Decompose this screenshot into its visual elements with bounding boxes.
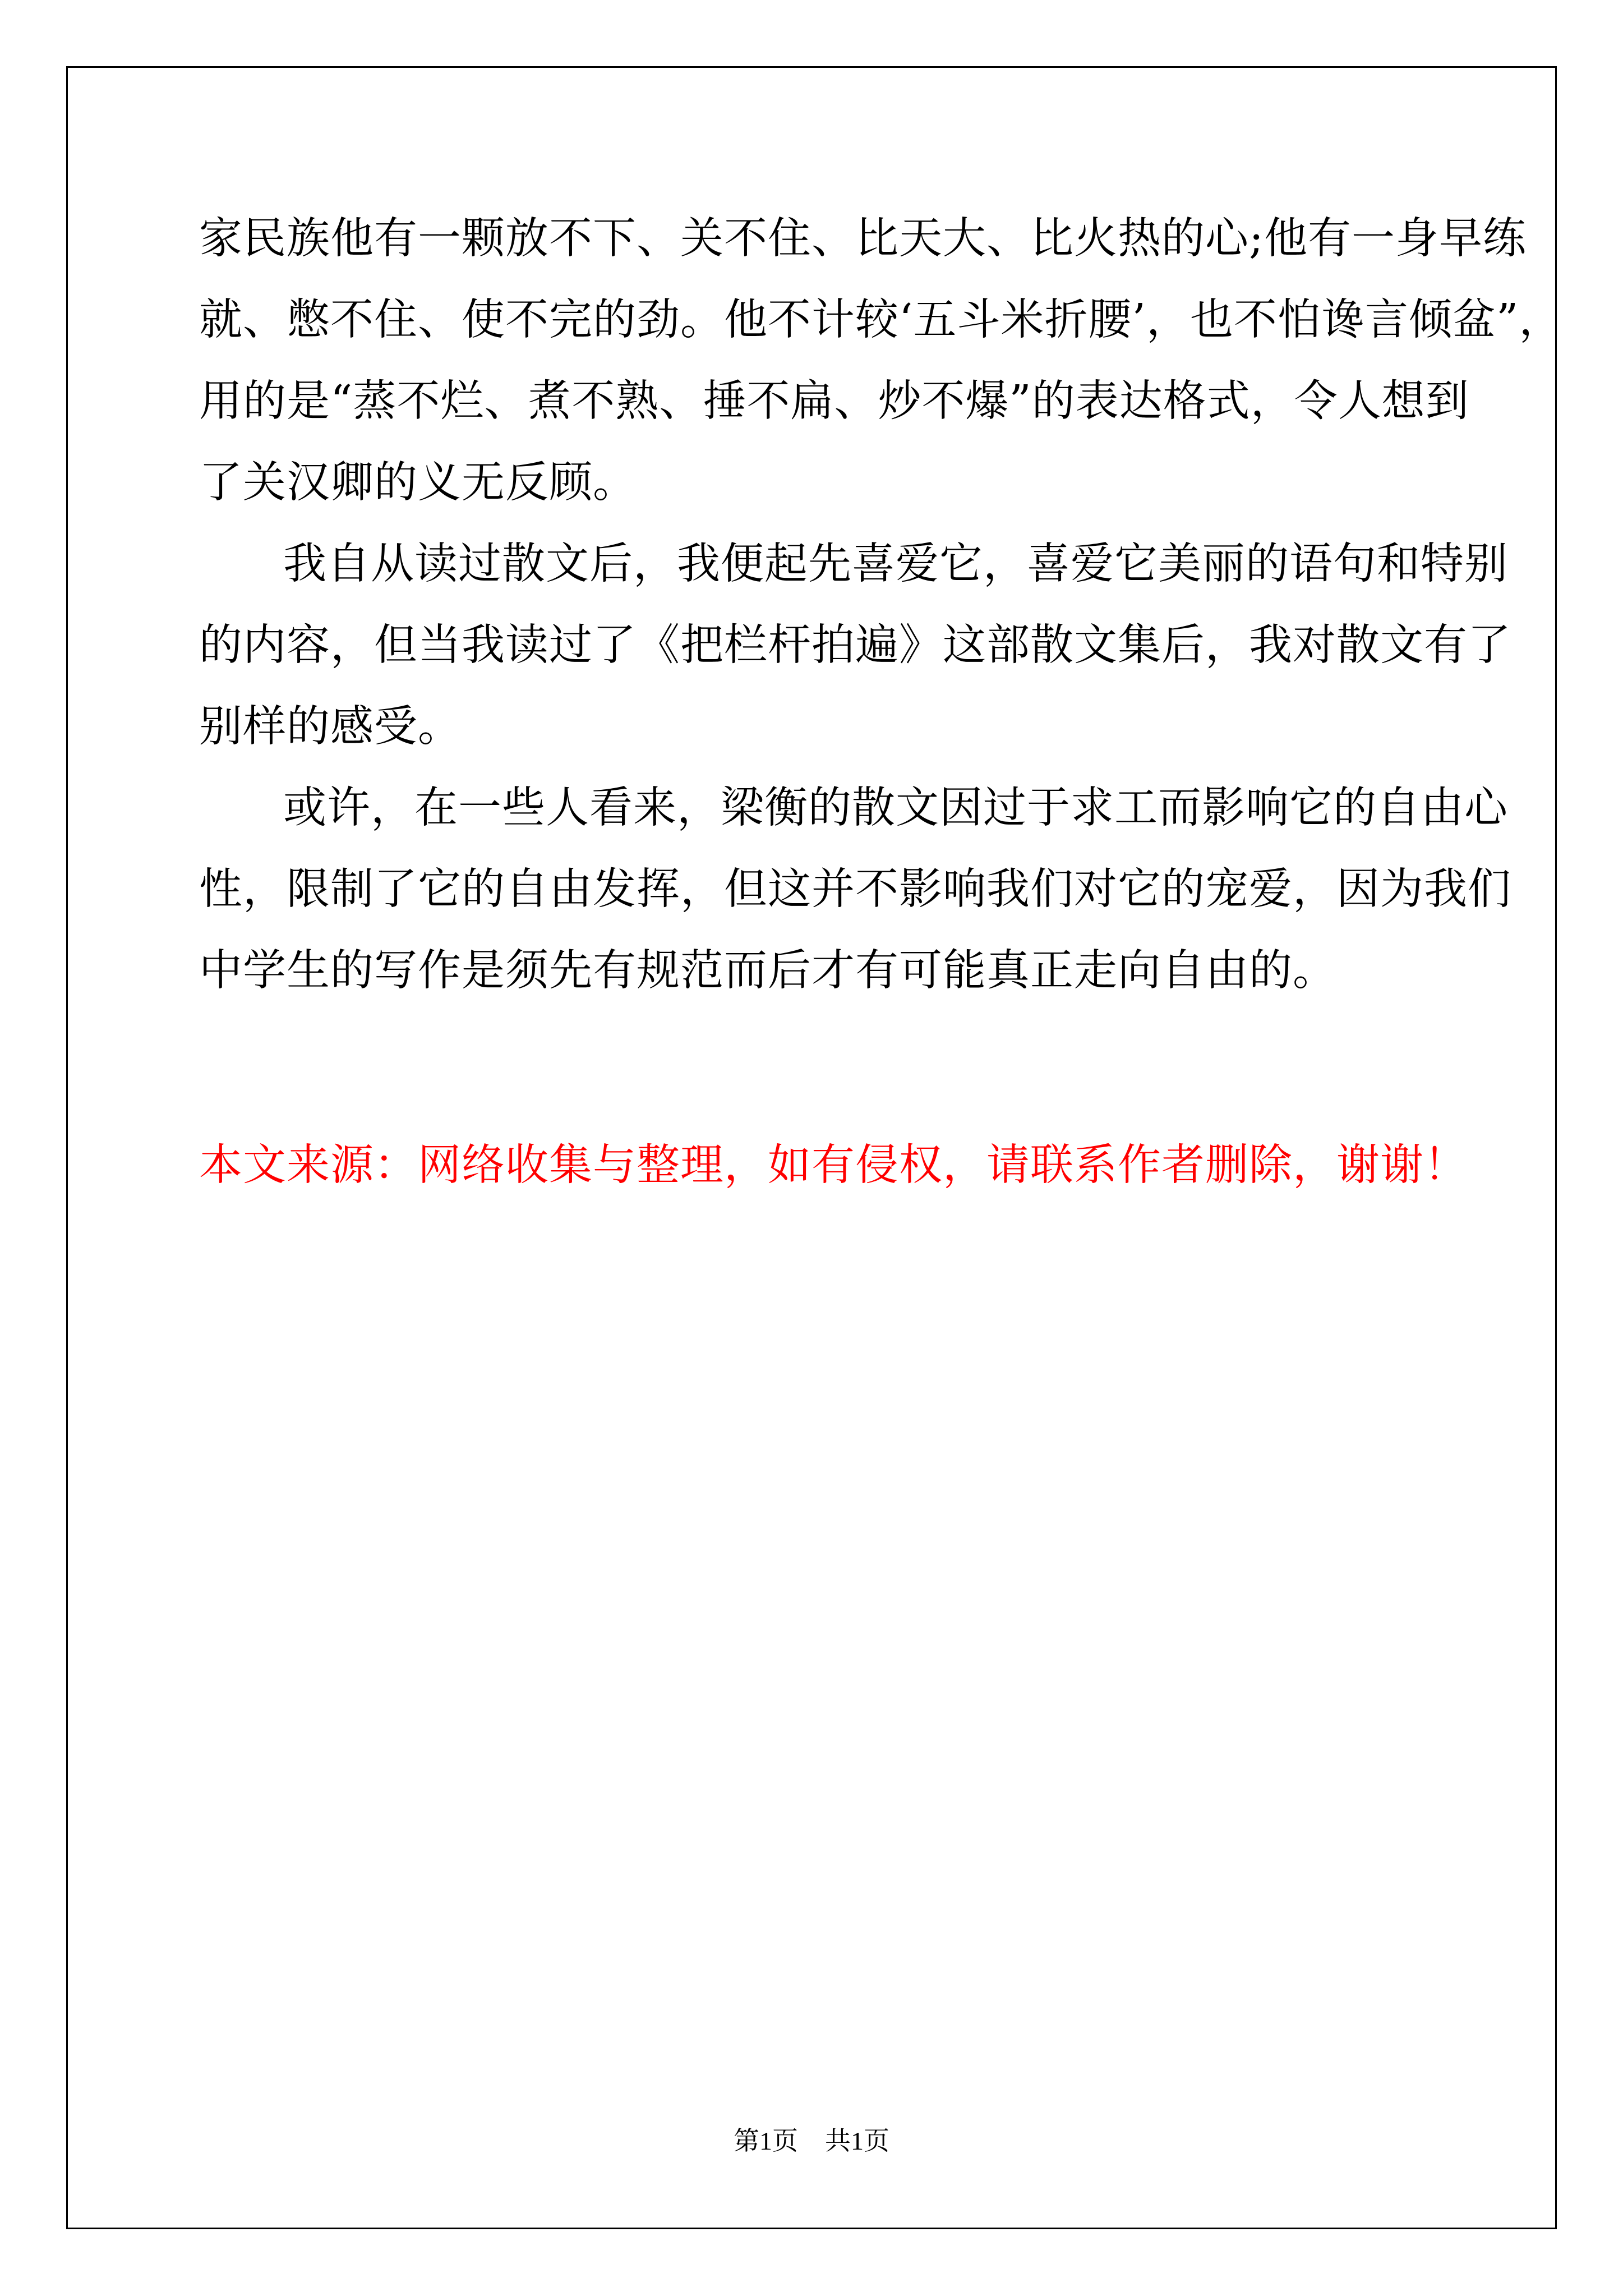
text-line: 性，限制了它的自由发挥，但这并不影响我们对它的宠爱，因为我们 [199,864,1511,914]
page-total: 共1页 [825,2127,889,2155]
source-notice: 本文来源：网络收集与整理，如有侵权，请联系作者删除，谢谢！ [199,1140,1468,1190]
text-line: 别样的感受。 [199,702,462,752]
text-line: 用的是“蒸不烂、煮不熟、捶不扁、炒不爆”的表达格式，令人想到 [199,376,1469,426]
page-number: 第1页 [734,2127,798,2155]
paragraph-start-line: 或许，在一些人看来，梁衡的散文因过于求工而影响它的自由心 [283,783,1508,833]
page-footer [0,2124,1623,2158]
paragraph-start-line: 我自从读过散文后，我便起先喜爱它，喜爱它美丽的语句和特别 [283,539,1508,589]
text-line: 就、憋不住、使不完的劲。他不计较‘五斗米折腰’，也不怕谗言倾盆”， [199,295,1563,345]
text-line: 的内容，但当我读过了《把栏杆拍遍》这部散文集后，我对散文有了 [199,620,1511,670]
text-line: 中学生的写作是须先有规范而后才有可能真正走向自由的。 [199,946,1336,996]
text-line: 家民族他有一颗放不下、关不住、比天大、比火热的心;他有一身早练 [199,214,1527,264]
text-line: 了关汉卿的义无反顾。 [199,458,637,508]
